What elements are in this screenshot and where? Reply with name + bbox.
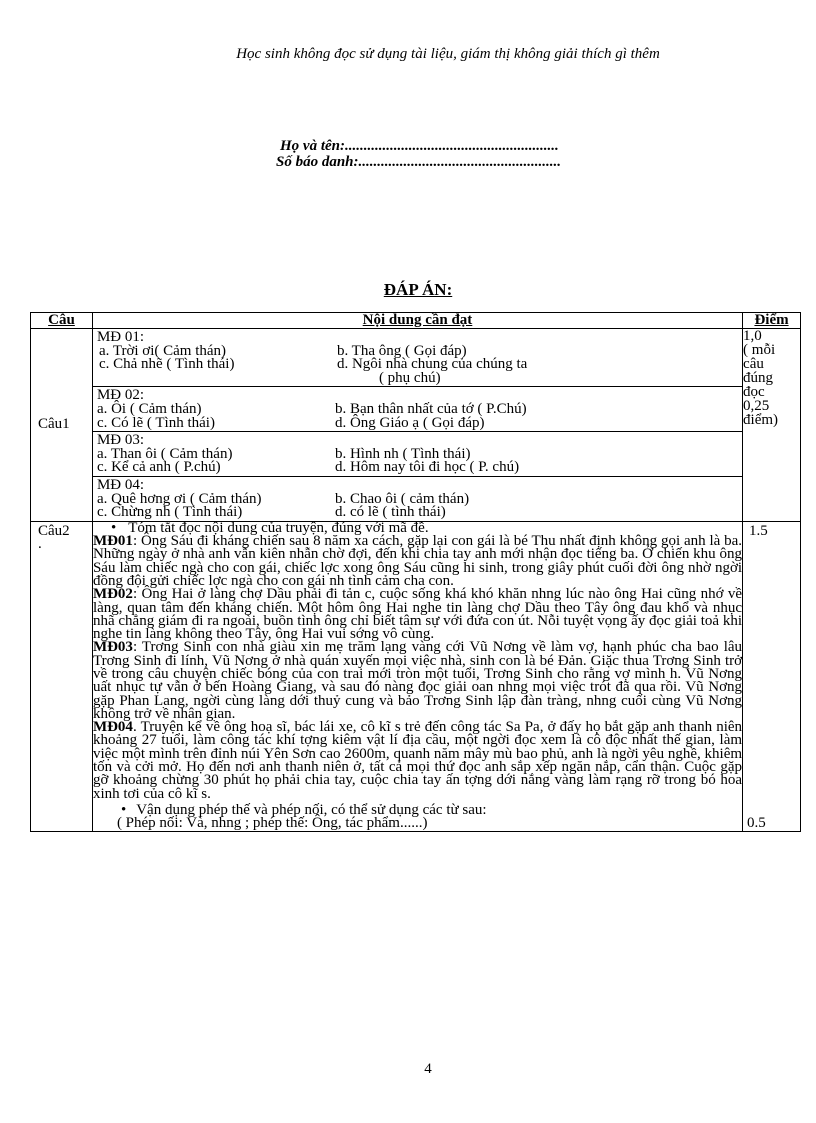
- page-number: 4: [424, 1061, 432, 1077]
- question-1-points: 1,0 ( mỗi câu đúng đọc 0,25 điểm): [743, 329, 801, 522]
- name-line: Họ và tên:.........................................................: [280, 138, 559, 154]
- md01-block: [93, 329, 742, 387]
- question-2-points: [743, 521, 801, 831]
- exam-notice: Học sinh không đọc sử dụng tài liệu, giám thị không giải thích gì thêm: [236, 46, 660, 62]
- md03-a: a. Than ôi ( Cảm thán): [96, 445, 233, 462]
- md01-summary: MĐ01: Ông Sáu đi kháng chiến sau 8 năm xa cách, gặp lại con gái là bé Thu nhất định không gọi anh là ba. Những ngày ở nhà anh vẫn kiên nhẫn chờ đợi, đến khi chia tay anh mới nhận đọc tiếng ba. Ở chiến khu ông Sáu làm chiếc ngà cho con gái, chiếc lợc xong ông Sáu cũng hi sinh, trong giây phút cuối đời ông nhờ ngời đồng đội gửi chiếc lợc ngà cho con gái nh tình cảm cha con.: [92, 533, 743, 589]
- md02-c: c. Có lẽ ( Tình thái): [96, 414, 215, 431]
- connection-instruction: • Vận dụng phép thế và phép nối, có thể sử dụng các từ sau:: [93, 804, 742, 817]
- md04-c: c. Chừng nh ( Tình thái): [96, 504, 243, 521]
- md03-block: [93, 432, 742, 477]
- md01-a: a. Trời ơi( Cảm thán): [98, 342, 227, 359]
- md02-block: [93, 387, 742, 432]
- md03-c: c. Kể cả anh ( P.chú): [96, 459, 221, 476]
- md01-d-tail: ( phụ chú): [378, 369, 441, 386]
- question-1-content: [92, 329, 742, 522]
- md02-summary: MĐ02: Ông Hai ở làng chợ Dầu phải đi tản c, cuộc sống khá khó khăn nhng lúc nào ông Hai cũng nhớ về làng, quan tâm đến kháng chiến. Một hôm ông Hai nghe tin làng chợ Dầu theo Tây ông đau khổ và nhục nhã chẳng giám đi ra ngoài, buồn tình ông chỉ biết tâm sự với đứa con út. Nỗi tuyệt vọng ấy đọc giải toả khi nghe tin làng không theo Tây, ông Hai vui sớng vô cùng.: [92, 586, 743, 643]
- md02-b: b. Bạn thân nhất của tớ ( P.Chú): [334, 400, 527, 417]
- md03-d: d. Hôm nay tôi đi học ( P. chú): [334, 459, 520, 476]
- header-question: Câu: [31, 313, 93, 329]
- md04-a: a. Quê hơng ơi ( Cảm thán): [96, 490, 262, 507]
- md01-d: d. Ngôi nhà chung của chúng ta: [336, 356, 528, 373]
- md03-summary: MĐ03: Trơng Sinh con nhà giàu xin mẹ trăm lạng vàng cới Vũ Nơng về làm vợ, hạnh phúc cha bao lâu Trơng Sinh đi lính, Vũ Nơng ở nhà quán xuyến mọi việc nhà, sinh con là bé Đản. Giặc thua Trơng Sinh trở về trong câu chuyện chiếc bóng của con trai mới tròn một tuổi, Trơng Sinh cho rằng vợ mình h. Vũ Nơng uất nhục tự vẫn ở bến Hoàng Giang, và sau đó nàng đọc giải oan nhng mọi việc trót đã qua rồi. Vũ Nơng gặp Phan Lang, ngời cùng làng dới thuỷ cung và bảo Trơng Sinh lập đàn tràng, nhng cuối cùng Vũ Nơng không trở về nhân gian.: [92, 639, 743, 722]
- id-number-line: Số báo danh:......................................................: [276, 154, 562, 170]
- md03-label: MĐ03: [92, 639, 133, 656]
- md04-label: MĐ04: [92, 719, 133, 736]
- md02-label: MĐ02: [92, 586, 133, 603]
- header-points: Điểm: [743, 313, 801, 329]
- question-1-label: Câu1: [31, 329, 93, 522]
- md01-label: MĐ01: [92, 533, 133, 550]
- table-header-row: [31, 313, 801, 329]
- md02-a: a. Ôi ( Cảm thán): [96, 400, 202, 417]
- md01-code: MĐ 01:: [96, 329, 145, 345]
- question-2-points-connection: 0.5: [747, 814, 766, 831]
- connection-detail: ( Phép nối: Và, nhng ; phép thế: Ông, tác phẩm......): [116, 815, 428, 832]
- question-2-points-summary: 1.5: [749, 522, 768, 539]
- question-2-label: Câu2 .: [31, 521, 93, 831]
- answer-key-title: ĐÁP ÁN:: [383, 280, 453, 299]
- question-2-row: [31, 521, 801, 831]
- md03-code: MĐ 03:: [96, 432, 145, 449]
- candidate-info: [276, 138, 561, 170]
- md04-block: [93, 477, 742, 521]
- question-1-row: [31, 329, 801, 522]
- md04-code: MĐ 04:: [96, 476, 145, 493]
- md02-code: MĐ 02:: [96, 387, 145, 404]
- md01-b: b. Tha ông ( Gọi đáp): [336, 342, 467, 359]
- summary-instruction: • Tóm tắt đọc nội dung của truyện, đúng với mã đề.: [93, 522, 742, 535]
- md04-summary: MĐ04. Truyện kể về ông hoạ sĩ, bác lái xe, cô kĩ s trẻ đến công tác Sa Pa, ở đấy họ bắt gặp anh thanh niên khoảng 27 tuổi, làm công tác khí tợng kiêm vật lí địa cầu, một ngời đọc xem là cô độc nhất thế gian, làm việc một mình trên đỉnh núi Yên Sơn cao 2600m, quanh năm mây mù bao phủ, anh là ngời yêu nghề, khiêm tốn và cởi mở. Họ đến nơi anh thanh niên ở, tất cả mọi thứ đọc anh sắp xếp ngăn nắp, cẩn thận. Cuộc gặp gỡ khoảng chừng 30 phút họ phải chia tay, cuộc chia tay ấn tợng dới nắng vàng làm rạng rỡ trong bó hoa xinh tơi của cô kĩ s.: [92, 719, 743, 802]
- md04-b: b. Chao ôi ( cảm thán): [334, 490, 470, 507]
- md02-d: d. Ông Giáo ạ ( Gọi đáp): [334, 414, 485, 431]
- question-2-content: [92, 521, 742, 831]
- answer-table: [30, 312, 801, 832]
- header-content: Nội dung cần đạt: [92, 313, 742, 329]
- md03-b: b. Hình nh ( Tình thái): [334, 445, 471, 462]
- md04-d: d. có lẽ ( tình thái): [334, 504, 446, 521]
- md01-c: c. Chả nhẽ ( Tình thái): [98, 356, 235, 373]
